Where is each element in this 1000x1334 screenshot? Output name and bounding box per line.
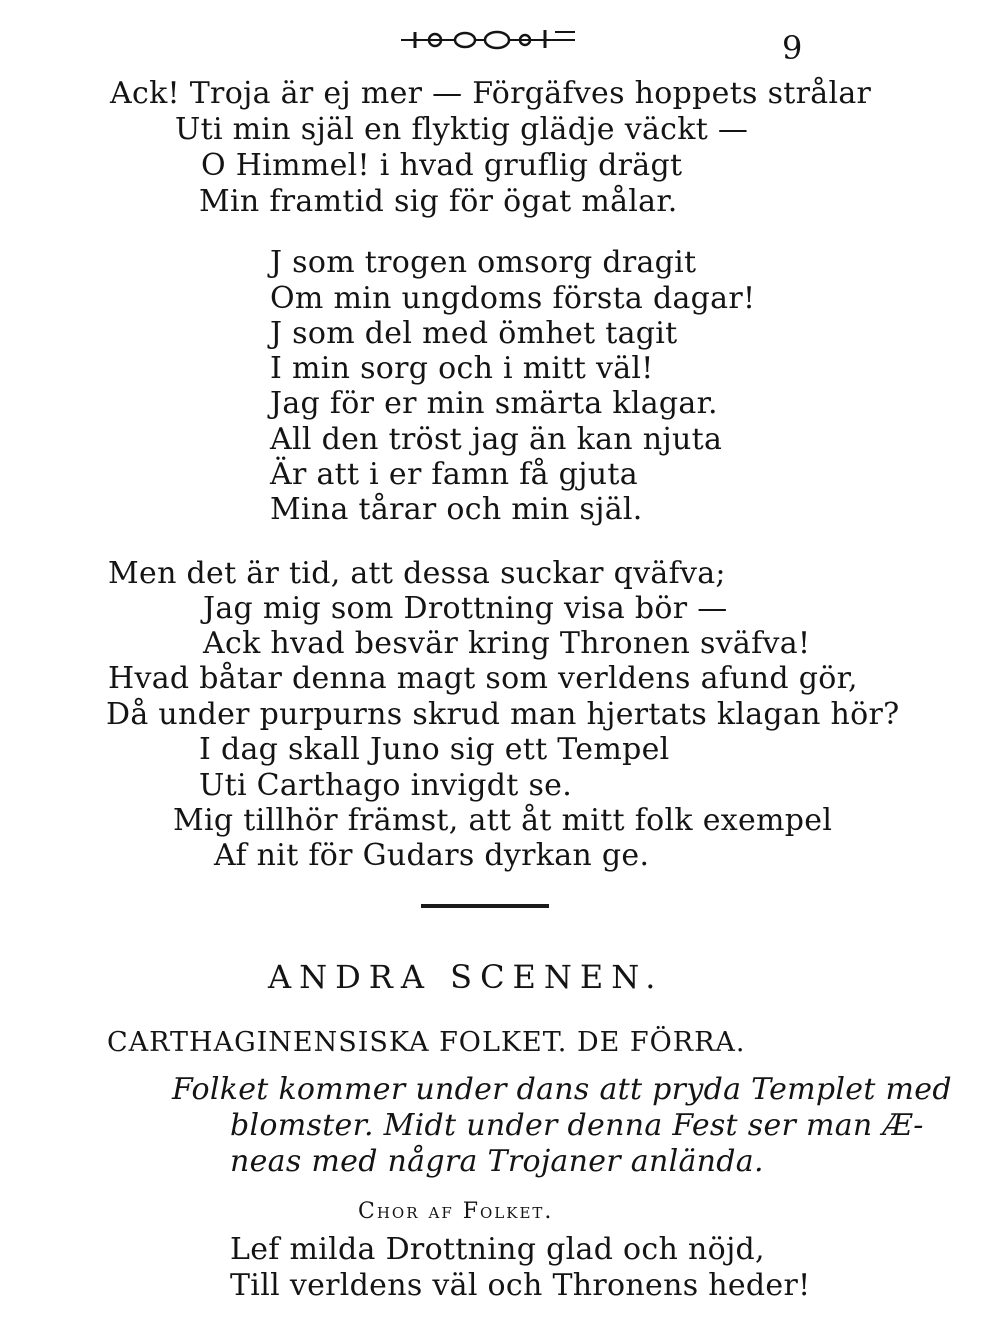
page-number: 9: [782, 29, 803, 67]
verse-line: All den tröst jag än kan njuta: [270, 422, 723, 457]
chorus-line: Lef milda Drottning glad och nöjd,: [230, 1232, 765, 1267]
verse-line: Ack hvad besvär kring Thronen sväfva!: [203, 626, 811, 661]
ornament-flourish-icon: [393, 18, 583, 54]
verse-line: Jag mig som Drottning visa bör —: [203, 591, 728, 626]
verse-line: Af nit för Gudars dyrkan ge.: [214, 838, 650, 873]
verse-line: Då under purpurns skrud man hjertats klagan hör?: [106, 697, 900, 732]
verse-line: Min framtid sig för ögat målar.: [199, 184, 678, 219]
verse-line: I dag skall Juno sig ett Tempel: [199, 732, 670, 767]
chorus-line: Till verldens väl och Thronens heder!: [230, 1268, 811, 1303]
verse-line: Uti min själ en flyktig glädje väckt —: [175, 112, 749, 147]
chorus-heading: Chor af Folket.: [358, 1199, 554, 1224]
verse-line: I min sorg och i mitt väl!: [270, 351, 654, 386]
stage-direction-line: blomster. Midt under denna Fest ser man Æ-: [230, 1108, 924, 1143]
verse-line: J som del med ömhet tagit: [270, 316, 678, 351]
verse-line: Är att i er famn få gjuta: [270, 457, 638, 492]
verse-line: Uti Carthago invigdt se.: [199, 768, 573, 803]
verse-line: Hvad båtar denna magt som verldens afund gör,: [108, 661, 858, 696]
verse-line: O Himmel! i hvad gruflig drägt: [201, 148, 683, 183]
verse-line: Men det är tid, att dessa suckar qväfva;: [108, 556, 726, 591]
scene-title: ANDRA SCENEN.: [268, 958, 664, 996]
verse-line: Mig tillhör främst, att åt mitt folk exempel: [173, 803, 833, 838]
scene-characters: CARTHAGINENSISKA FOLKET. DE FÖRRA.: [107, 1027, 746, 1058]
verse-line: J som trogen omsorg dragit: [270, 245, 697, 280]
section-divider: [421, 904, 549, 908]
stage-direction-line: neas med några Trojaner anlända.: [230, 1144, 764, 1179]
verse-line: Ack! Troja är ej mer — Förgäfves hoppets strålar: [110, 76, 872, 111]
stage-direction-line: Folket kommer under dans att pryda Templet med: [172, 1072, 952, 1107]
verse-line: Jag för er min smärta klagar.: [270, 386, 718, 421]
verse-line: Om min ungdoms första dagar!: [270, 281, 756, 316]
verse-line: Mina tårar och min själ.: [270, 492, 643, 527]
